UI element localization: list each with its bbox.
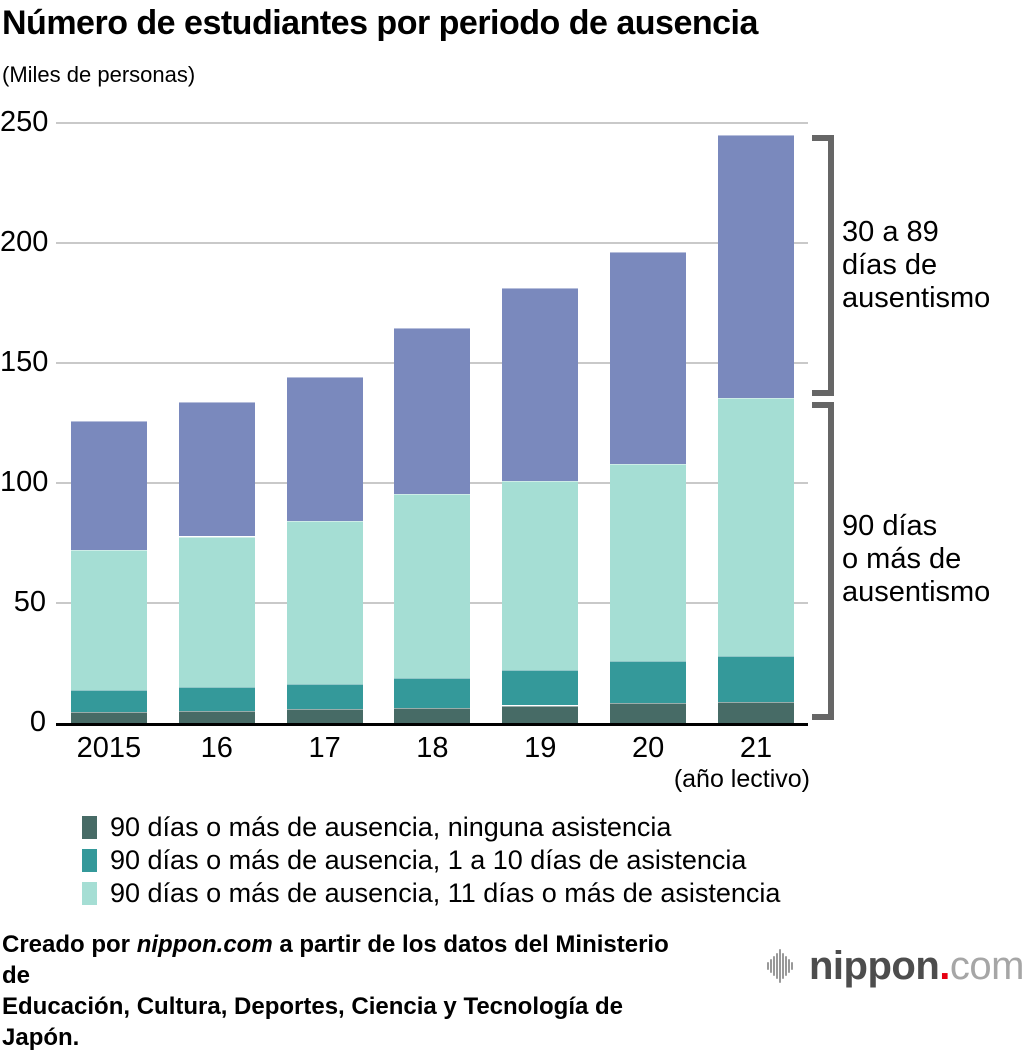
bar-segment [287,377,363,521]
legend-label: 90 días o más de ausencia, ninguna asistencia [110,812,672,842]
legend-swatch-dark-teal [82,816,97,839]
y-axis-tick-50: 50 [13,586,46,618]
bar-segment [179,537,255,688]
bracket-label-line: ausentismo [842,282,991,314]
bracket-label-line: días de [842,249,938,281]
chart-legend [82,811,780,910]
x-axis-label-18: 18 [416,732,449,764]
gridline-250 [56,122,808,124]
bar-segment [71,421,147,551]
legend-item [82,877,780,910]
bar-segment [71,550,147,690]
bar-segment [179,402,255,536]
bracket-label-90-plus [842,510,1000,609]
bar-segment [287,521,363,684]
nippon-logo [767,942,1024,990]
bar-segment [502,288,578,481]
legend-label: 90 días o más de ausencia, 1 a 10 días de asistencia [110,845,747,875]
bracket-label-line: 90 días [842,510,938,542]
bar-segment [394,494,470,678]
bar-segment [179,711,255,723]
bracket-label-line: o más de [842,543,962,575]
logo-tld: com [949,944,1024,988]
bar-segment [718,702,794,723]
legend-item [82,844,780,877]
bar-segment [287,709,363,723]
x-axis-note: (año lectivo) [673,765,810,793]
legend-swatch-light-teal [82,882,97,905]
bracket-label-line: ausentismo [842,576,991,608]
logo-name: nippon [809,944,940,988]
bar-segment [610,252,686,464]
bar-segment [71,690,147,712]
x-axis-label-20: 20 [632,732,665,764]
bar-segment [394,678,470,708]
bar-segment [502,670,578,705]
page-title: Número de estudiantes por periodo de ausencia [2,4,758,42]
bracket-label-30-89 [842,216,1000,315]
bracket-90-plus-days [812,402,834,720]
bar-segment [71,712,147,723]
bar-segment [610,661,686,703]
x-axis-label-16: 16 [200,732,233,764]
x-axis-label-19: 19 [524,732,557,764]
credit-prefix: Creado por [2,931,137,958]
y-axis-tick-100: 100 [0,466,49,498]
y-axis-tick-250: 250 [0,106,49,138]
bar-segment [718,135,794,398]
bracket-30-89-days [812,135,834,396]
bar-segment [394,328,470,494]
bar-segment [718,398,794,656]
y-axis-tick-0: 0 [29,706,46,738]
legend-swatch-teal [82,849,97,872]
source-credit [2,929,702,1053]
x-axis-label-2015: 2015 [76,732,142,764]
y-axis-tick-200: 200 [0,226,49,258]
x-axis-label-21: 21 [739,732,773,764]
bar-segment [610,464,686,661]
bar-segment [718,656,794,702]
credit-suffix: a partir de los datos del Ministerio de [2,931,669,989]
x-axis-line [56,723,808,726]
bracket-label-line: 30 a 89 [842,216,939,248]
legend-label: 90 días o más de ausencia, 11 días o más de asistencia [110,878,781,908]
credit-line2: Educación, Cultura, Deportes, Ciencia y Tecnología de Japón. [2,993,624,1051]
unit-label: (Miles de personas) [2,62,196,87]
logo-dot: . [939,944,950,988]
bar-segment [502,481,578,670]
credit-source: nippon.com [136,931,273,958]
bar-segment [610,703,686,723]
bar-segment [287,684,363,709]
logo-wordmark [809,946,1024,986]
bar-segment [502,706,578,724]
bar-segment [394,708,470,723]
gridline-200 [56,242,808,244]
bar-segment [179,687,255,711]
legend-item [82,811,780,844]
equalizer-icon [767,945,801,987]
x-axis-label-17: 17 [308,732,341,764]
y-axis-tick-150: 150 [0,346,49,378]
